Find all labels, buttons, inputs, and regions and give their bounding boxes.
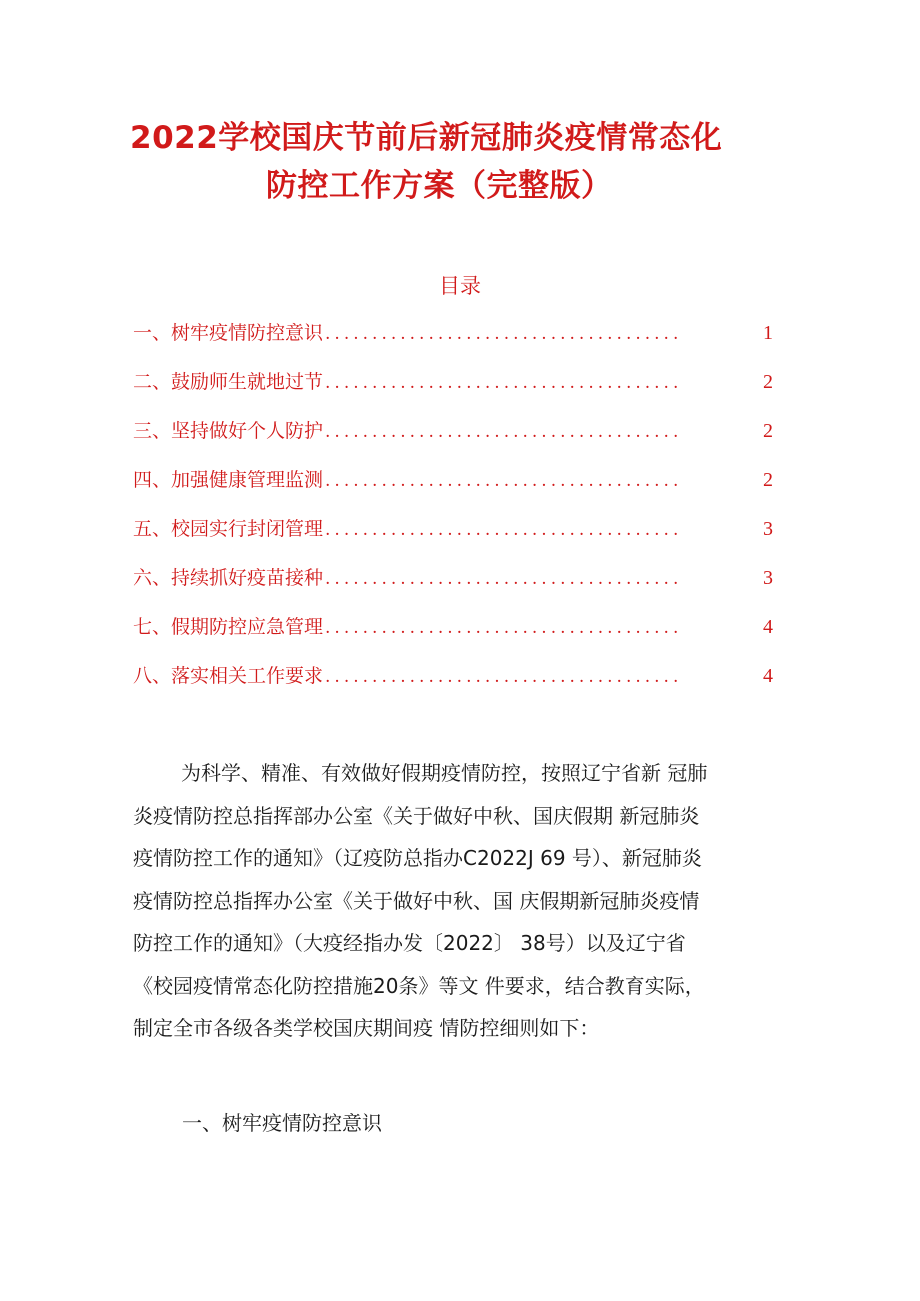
toc-item[interactable] — [133, 465, 773, 514]
toc-item[interactable] — [133, 563, 773, 612]
toc-item-page: 3 — [763, 518, 773, 540]
toc-item-page: 4 — [763, 616, 773, 638]
paragraph-line: 防控工作的通知》（大疫经指办发〔2022〕 38号）以及辽宁省 — [133, 931, 686, 955]
toc-item[interactable] — [133, 514, 773, 563]
toc-item-label: 七、假期防控应急管理 — [133, 616, 324, 638]
paragraph-line: 为科学、精准、有效做好假期疫情防控，按照辽宁省新 冠肺 — [181, 761, 708, 785]
intro-paragraph — [133, 752, 793, 1050]
toc-item[interactable] — [133, 367, 773, 416]
toc-leader-dots: ...................................... — [325, 373, 683, 393]
toc-leader-dots: ...................................... — [325, 618, 683, 638]
toc-item[interactable] — [133, 416, 773, 465]
toc-heading: 目录 — [439, 274, 481, 298]
toc-leader-dots: ...................................... — [325, 520, 683, 540]
toc-leader-dots: ...................................... — [325, 471, 683, 491]
section-heading: 一、树牢疫情防控意识 — [182, 1111, 382, 1135]
toc-item[interactable] — [133, 612, 773, 661]
paragraph-line: 疫情防控工作的通知》（辽疫防总指办C2022J 69 号）、新冠肺炎 — [133, 846, 702, 870]
toc-item-page: 2 — [763, 469, 773, 491]
toc-item-page: 3 — [763, 567, 773, 589]
toc-item-label: 二、鼓励师生就地过节 — [133, 371, 324, 393]
paragraph-line: 疫情防控总指挥办公室《关于做好中秋、国 庆假期新冠肺炎疫情 — [133, 888, 700, 913]
toc-leader-dots: ...................................... — [325, 324, 683, 344]
toc-item[interactable] — [133, 318, 773, 367]
toc-leader-dots: ...................................... — [325, 422, 683, 442]
toc-item-page: 2 — [763, 371, 773, 393]
toc-leader-dots: ...................................... — [325, 569, 683, 589]
toc-leader-dots: ...................................... — [325, 667, 683, 687]
toc-item-label: 四、加强健康管理监测 — [133, 469, 324, 491]
toc-item-label: 八、落实相关工作要求 — [133, 665, 324, 687]
table-of-contents — [133, 318, 773, 710]
document-title-line-1: 2022学校国庆节前后新冠肺炎疫情常态化 — [130, 120, 723, 156]
toc-item-page: 4 — [763, 665, 773, 687]
toc-item[interactable] — [133, 661, 773, 710]
toc-item-page: 1 — [763, 322, 773, 344]
toc-item-label: 六、持续抓好疫苗接种 — [133, 567, 324, 589]
toc-item-label: 三、坚持做好个人防护 — [133, 420, 324, 442]
toc-item-label: 五、校园实行封闭管理 — [133, 518, 324, 540]
paragraph-line: 制定全市各级各类学校国庆期间疫 情防控细则如下： — [133, 1016, 600, 1040]
paragraph-line: 《校园疫情常态化防控措施20条》等文 件要求，结合教育实际， — [133, 973, 705, 998]
toc-item-label: 一、树牢疫情防控意识 — [133, 322, 324, 344]
toc-item-page: 2 — [763, 420, 773, 442]
paragraph-line: 炎疫情防控总指挥部办公室《关于做好中秋、国庆假期 新冠肺炎 — [133, 803, 700, 828]
document-title-line-2: 防控工作方案（完整版） — [266, 168, 613, 204]
